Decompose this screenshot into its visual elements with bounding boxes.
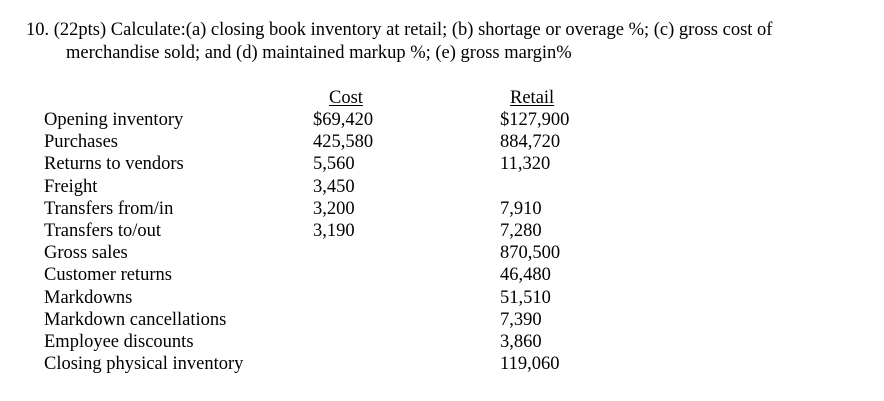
cost-header: Cost	[329, 88, 363, 108]
row-labels-column	[44, 109, 243, 375]
retail-cell: 7,390	[500, 309, 542, 330]
retail-cell: 7,280	[500, 220, 542, 241]
retail-cell: 3,860	[500, 331, 542, 352]
row-label: Transfers from/in	[44, 198, 174, 219]
retail-cell: 46,480	[500, 265, 551, 286]
retail-cell: 119,060	[500, 354, 560, 375]
cost-column	[313, 87, 373, 242]
row-label: Transfers to/out	[44, 220, 161, 241]
retail-column	[500, 87, 569, 375]
row-label: Opening inventory	[44, 110, 184, 130]
retail-cell: 884,720	[500, 132, 561, 153]
row-label: Closing physical inventory	[44, 354, 244, 375]
question-line-1: 10. (22pts) Calculate:(a) closing book inventory at retail; (b) shortage or overage %; (c) gross cost of	[26, 20, 773, 40]
retail-cell: 51,510	[500, 287, 551, 308]
row-label: Returns to vendors	[44, 154, 184, 175]
retail-cell: 11,320	[500, 154, 551, 175]
question-text	[26, 19, 876, 65]
row-label: Customer returns	[44, 265, 172, 286]
cost-cell: 425,580	[313, 132, 374, 153]
cost-cell: 3,200	[313, 198, 355, 219]
cost-cell: 5,560	[313, 154, 355, 175]
row-label: Markdown cancellations	[44, 309, 227, 330]
row-label: Employee discounts	[44, 331, 194, 352]
retail-header: Retail	[510, 88, 555, 108]
cost-cell: $69,420	[313, 110, 374, 130]
row-label: Freight	[44, 176, 98, 197]
row-label: Markdowns	[44, 287, 133, 308]
retail-cell	[500, 176, 569, 198]
row-label: Gross sales	[44, 243, 128, 264]
cost-cell: 3,450	[313, 176, 355, 197]
retail-cell: 870,500	[500, 243, 561, 264]
row-label: Purchases	[44, 132, 118, 153]
retail-cell: 7,910	[500, 198, 542, 219]
cost-cell: 3,190	[313, 220, 355, 241]
retail-cell: $127,900	[500, 110, 570, 130]
question-line-2: merchandise sold; and (d) maintained markup %; (e) gross margin%	[66, 43, 572, 63]
